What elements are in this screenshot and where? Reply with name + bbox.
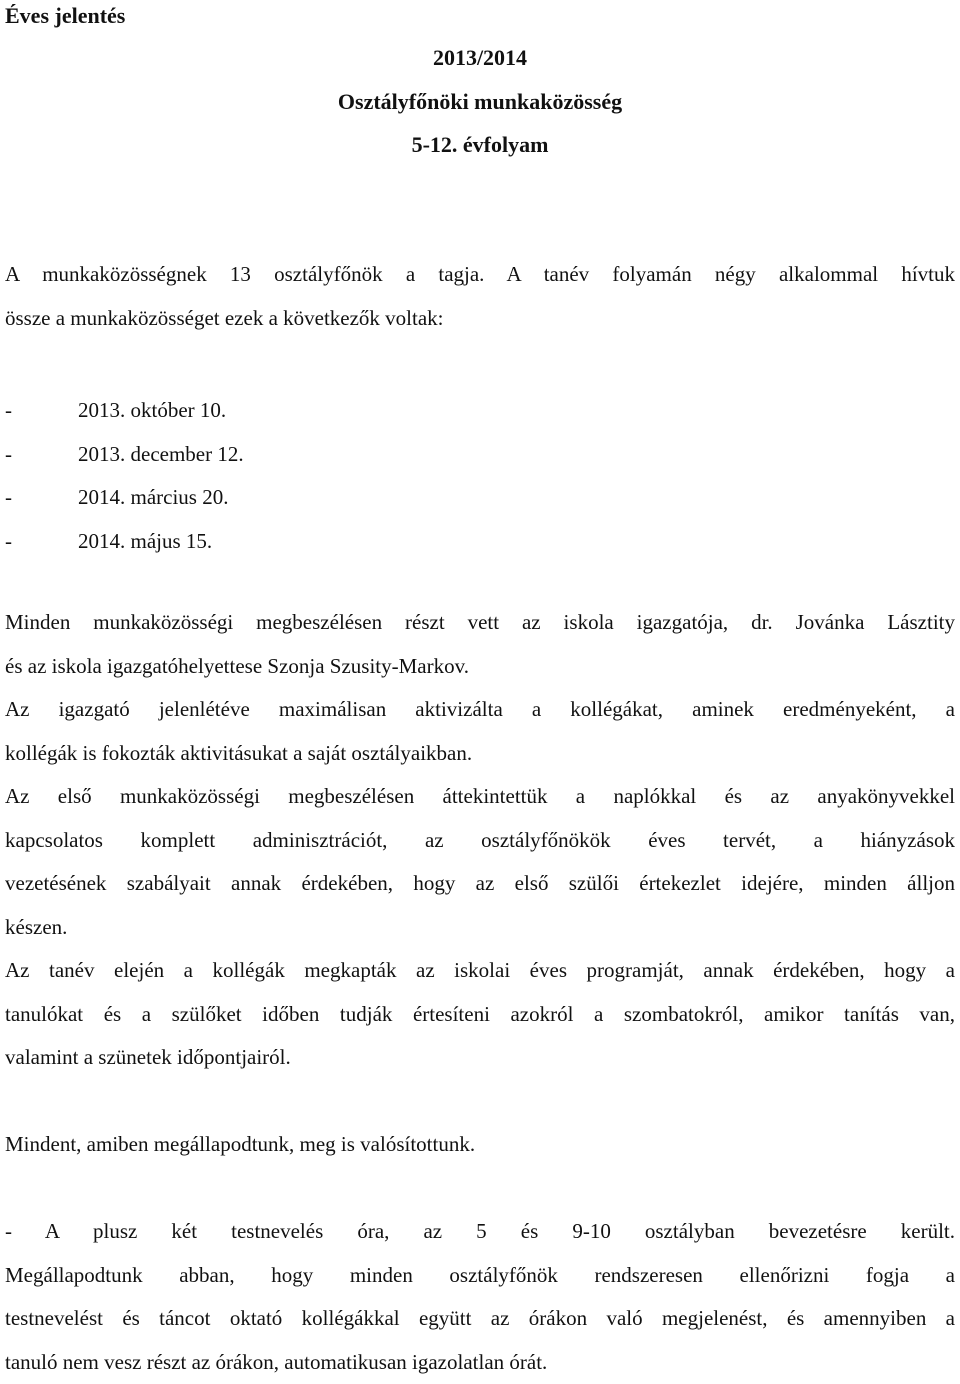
document-title: Éves jelentés xyxy=(5,2,125,30)
list-dash: - xyxy=(5,389,78,433)
paragraph-line: Megállapodtunk abban, hogy minden osztályfőnök rendszeresen ellenőrizni fogja a xyxy=(5,1254,955,1298)
list-dash: - xyxy=(5,476,78,520)
paragraph-line: testnevelést és táncot oktató kollégákkal együtt az órákon való megjelenést, és amennyiben a xyxy=(5,1297,955,1341)
paragraph-line: valamint a szünetek időpontjairól. xyxy=(5,1036,955,1080)
list-dash: - xyxy=(5,433,78,477)
agreement-paragraph xyxy=(5,1123,955,1167)
list-item xyxy=(5,520,244,564)
meeting-date: 2014. május 15. xyxy=(78,529,212,553)
work-group-name: Osztályfőnöki munkaközösség xyxy=(5,88,955,116)
school-year: 2013/2014 xyxy=(5,44,955,72)
paragraph-line: Az igazgató jelenlétéve maximálisan aktivizálta a kollégákat, aminek eredményeként, a xyxy=(5,688,955,732)
paragraph-line: Az tanév elején a kollégák megkapták az iskolai éves programját, annak érdekében, hogy a xyxy=(5,949,955,993)
list-item xyxy=(5,433,244,477)
paragraph-line: Mindent, amiben megállapodtunk, meg is valósítottunk. xyxy=(5,1123,955,1167)
list-dash: - xyxy=(5,520,78,564)
paragraph-line: kapcsolatos komplett adminisztrációt, az osztályfőnökök éves tervét, a hiányzások xyxy=(5,819,955,863)
meeting-dates-list xyxy=(5,389,244,563)
intro-line: össze a munkaközösséget ezek a következők voltak: xyxy=(5,297,955,341)
paragraph-line: tanulókat és a szülőket időben tudják értesíteni azokról a szombatokról, amikor tanítás van, xyxy=(5,993,955,1037)
paragraph-line: Az első munkaközösségi megbeszélésen áttekintettük a naplókkal és az anyakönyvekkel xyxy=(5,775,955,819)
paragraph-line: tanuló nem vesz részt az órákon, automatikusan igazolatlan órát. xyxy=(5,1341,955,1384)
list-item xyxy=(5,389,244,433)
attendance-paragraph xyxy=(5,601,955,688)
meeting-date: 2013. október 10. xyxy=(78,398,226,422)
meeting-date: 2014. március 20. xyxy=(78,485,228,509)
paragraph-line: vezetésének szabályait annak érdekében, hogy az első szülői értekezlet idejére, minden álljon xyxy=(5,862,955,906)
paragraph-line: Minden munkaközösségi megbeszélésen részt vett az iskola igazgatója, dr. Jovánka Lásztity xyxy=(5,601,955,645)
director-paragraph xyxy=(5,688,955,775)
program-paragraph xyxy=(5,949,955,1080)
paragraph-line: készen. xyxy=(5,906,955,950)
pe-paragraph xyxy=(5,1210,955,1384)
paragraph-line: kollégák is fokozták aktivitásukat a saját osztályaikban. xyxy=(5,732,955,776)
list-item xyxy=(5,476,244,520)
intro-line: A munkaközösségnek 13 osztályfőnök a tagja. A tanév folyamán négy alkalommal hívtuk xyxy=(5,253,955,297)
intro-paragraph xyxy=(5,253,955,340)
grade-range: 5-12. évfolyam xyxy=(5,131,955,159)
paragraph-line: és az iskola igazgatóhelyettese Szonja Szusity-Markov. xyxy=(5,645,955,689)
first-meeting-paragraph xyxy=(5,775,955,949)
paragraph-line: - A plusz két testnevelés óra, az 5 és 9-10 osztályban bevezetésre került. xyxy=(5,1210,955,1254)
meeting-date: 2013. december 12. xyxy=(78,442,244,466)
